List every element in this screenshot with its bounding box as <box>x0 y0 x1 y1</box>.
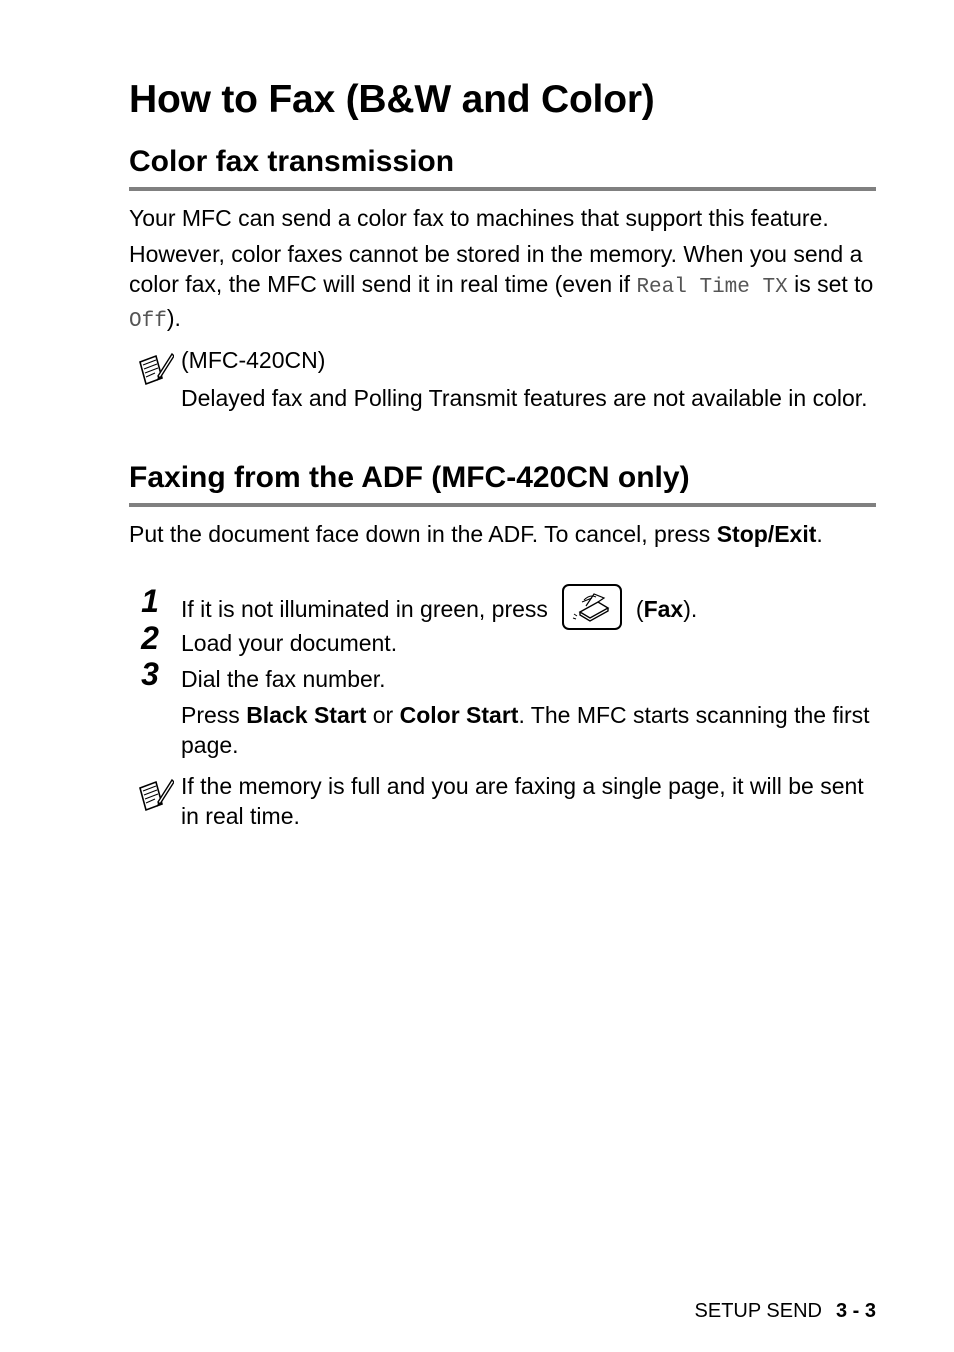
paragraph-text: However, color faxes cannot be stored in the memory. When you send a color fax, the MFC will send it in real time (even if <box>129 241 863 297</box>
step-text: ( <box>635 596 644 623</box>
paragraph-color-support: Your MFC can send a color fax to machines that support this feature. <box>129 205 829 231</box>
paragraph-text: is set to <box>787 271 874 297</box>
key-stop-exit: Stop/Exit <box>716 521 817 547</box>
step-text: . The MFC starts scanning the first page. <box>181 702 870 758</box>
step-3-detail <box>181 700 881 760</box>
key-color-start: Color Start <box>399 702 519 728</box>
step-text: If it is not illuminated in green, press <box>181 596 548 623</box>
section-heading-color-fax: Color fax transmission <box>129 145 455 178</box>
paragraph-color-memory <box>129 239 874 337</box>
heading-rule <box>129 503 876 507</box>
page-title: How to Fax (B&W and Color) <box>129 78 655 121</box>
paragraph-text: . <box>816 521 823 547</box>
step-number: 3 <box>141 656 159 692</box>
fax-machine-icon <box>562 584 622 630</box>
key-black-start: Black Start <box>246 702 367 728</box>
step-number: 1 <box>141 583 159 619</box>
page-footer <box>695 1300 876 1323</box>
step-number: 2 <box>141 620 159 656</box>
paragraph-text: ). <box>166 305 181 331</box>
step-text: ). <box>683 596 698 623</box>
step-3-text: Dial the fax number. <box>181 666 386 692</box>
page-number: 3 - 3 <box>835 1300 876 1322</box>
note-pencil-icon <box>136 778 174 812</box>
key-fax: Fax <box>643 596 684 623</box>
heading-rule <box>129 187 876 191</box>
note-text: If the memory is full and you are faxing a single page, it will be sent in real time. <box>181 773 864 829</box>
paragraph-adf-intro <box>129 519 829 549</box>
paragraph-text: Put the document face down in the ADF. To cancel, press <box>129 521 717 547</box>
setting-off: Off <box>129 310 167 333</box>
note-pencil-icon <box>136 352 174 386</box>
note-model: (MFC-420CN) <box>181 347 326 373</box>
section-heading-adf: Faxing from the ADF (MFC-420CN only) <box>129 461 690 494</box>
footer-section: SETUP SEND <box>694 1300 822 1322</box>
step-text: Press <box>181 702 247 728</box>
note-text: Delayed fax and Polling Transmit features are not available in color. <box>181 385 868 411</box>
step-2-text: Load your document. <box>181 630 398 656</box>
setting-real-time-tx: Real Time TX <box>636 276 788 299</box>
step-text: or <box>366 702 400 728</box>
